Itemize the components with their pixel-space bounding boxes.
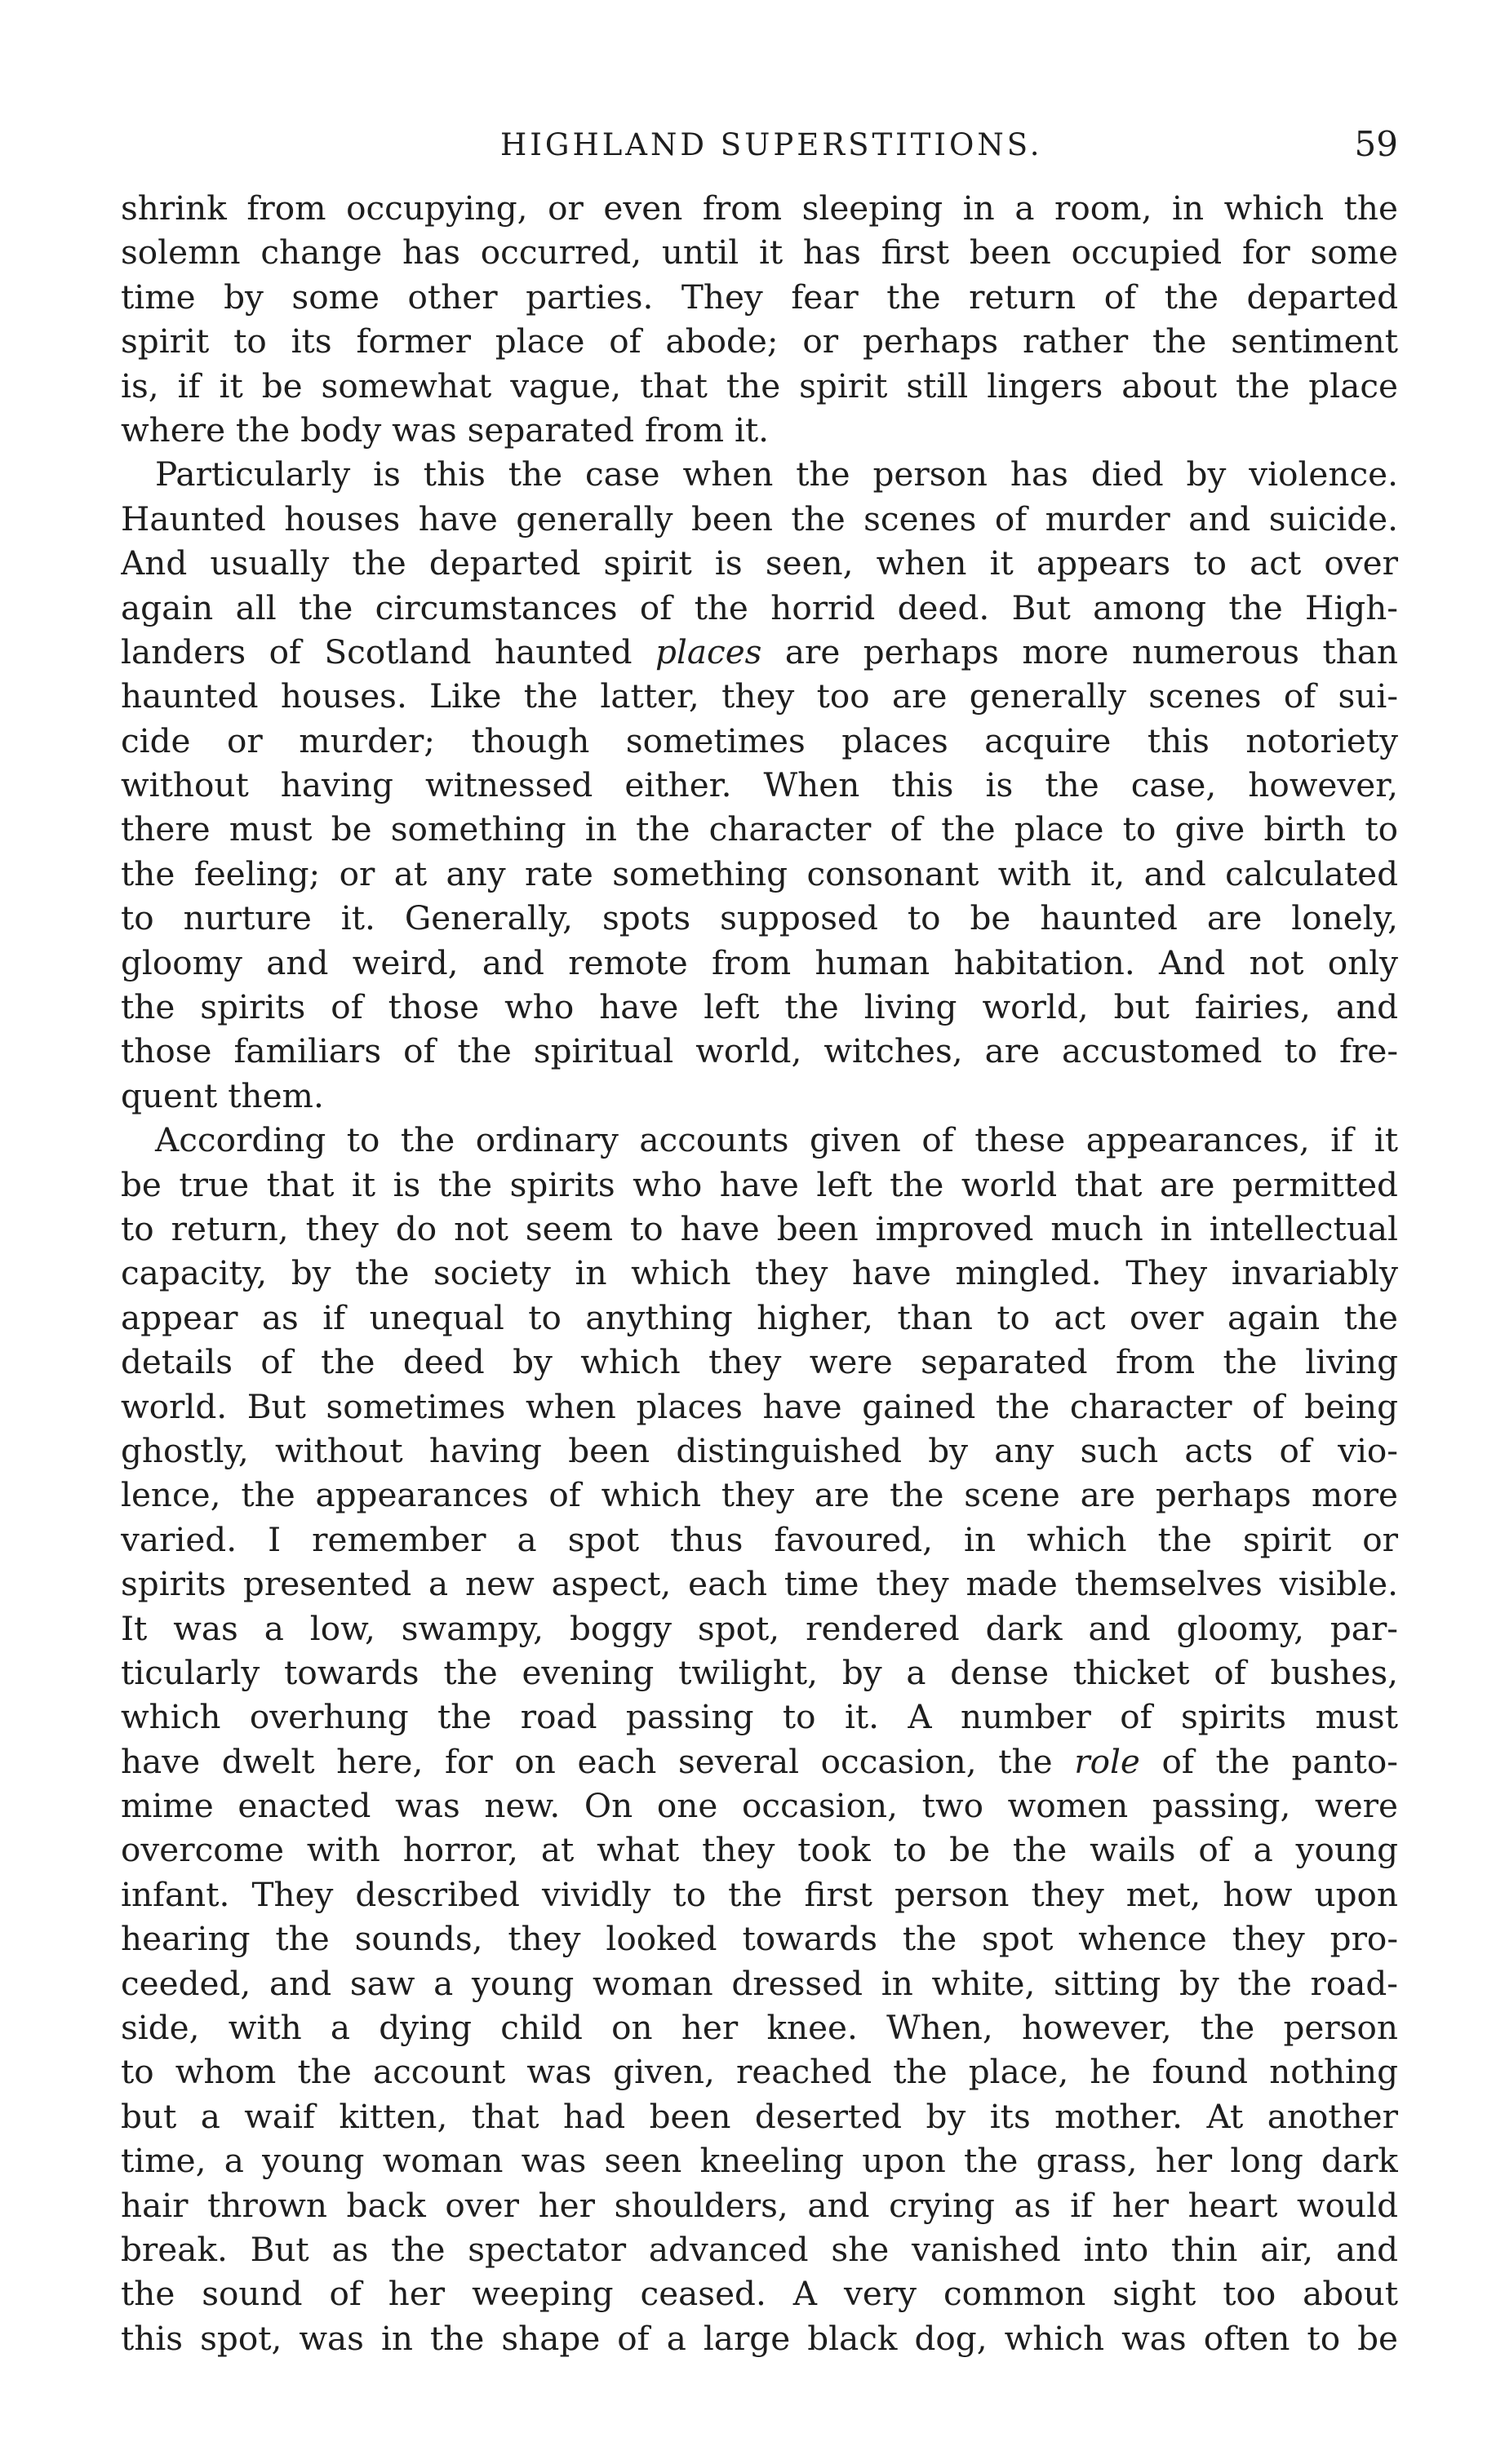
text-line: overcome with horror, at what they took to be the wails of a young: [121, 1830, 1398, 1870]
text-line: mime enacted was new. On one occasion, two women passing, were: [121, 1786, 1398, 1826]
text-line: the sound of her weeping ceased. A very common sight too about: [121, 2274, 1398, 2314]
page-number: 59: [1354, 124, 1398, 164]
text-line: capacity, by the society in which they have mingled. They invariably: [121, 1253, 1398, 1293]
text-line: According to the ordinary accounts given of these appearances, if it: [155, 1120, 1398, 1160]
text-line: is, if it be somewhat vague, that the spirit still lingers about the place: [121, 366, 1398, 405]
text-line: time by some other parties. They fear the return of the departed: [121, 277, 1398, 317]
text-line: this spot, was in the shape of a large black dog, which was often to be: [121, 2318, 1398, 2358]
text-line: And usually the departed spirit is seen, when it appears to act over: [121, 543, 1398, 583]
italic-word: places: [655, 632, 762, 671]
text-line: spirit to its former place of abode; or perhaps rather the sentiment: [121, 321, 1398, 361]
text-line: lence, the appearances of which they are the scene are perhaps more: [121, 1475, 1398, 1515]
paragraph: [121, 452, 1398, 1118]
text-line: hair thrown back over her shoulders, and crying as if her heart would: [121, 2185, 1398, 2225]
text-line: break. But as the spectator advanced she vanished into thin air, and: [121, 2229, 1398, 2269]
text-line: those familiars of the spiritual world, witches, are accustomed to fre-: [121, 1031, 1398, 1071]
text-line: quent them.: [121, 1075, 324, 1115]
text-line italic-line: landers of Scotland haunted places are perhaps more numerous than: [121, 632, 1398, 671]
text-line: be true that it is the spirits who have left the world that are permitted: [121, 1164, 1398, 1204]
running-head: HIGHLAND SUPERSTITIONS.: [500, 127, 1043, 162]
text-line: solemn change has occurred, until it has first been occupied for some: [121, 233, 1398, 273]
italic-word: role: [1074, 1741, 1140, 1781]
text-line italic-line: have dwelt here, for on each several occasion, the role of the panto-: [121, 1741, 1398, 1781]
text-line: shrink from occupying, or even from sleeping in a room, in which the: [121, 188, 1398, 228]
paragraph: [121, 186, 1398, 452]
text-line: appear as if unequal to anything higher, than to act over again the: [121, 1297, 1398, 1337]
text-line: the feeling; or at any rate something consonant with it, and calculated: [121, 853, 1398, 893]
text-line: side, with a dying child on her knee. When, however, the person: [121, 2008, 1398, 2048]
text-line: to whom the account was given, reached the place, he found nothing: [121, 2052, 1398, 2092]
text-line: which overhung the road passing to it. A number of spirits must: [121, 1697, 1398, 1737]
text-line: Particularly is this the case when the person has died by violence.: [155, 454, 1398, 494]
text-line: It was a low, swampy, boggy spot, rendered dark and gloomy, par-: [121, 1608, 1398, 1648]
text-line: again all the circumstances of the horrid deed. But among the High-: [121, 587, 1398, 627]
text-line: ghostly, without having been distinguished by any such acts of vio-: [121, 1430, 1398, 1470]
text-line: to return, they do not seem to have been improved much in intellectual: [121, 1208, 1398, 1248]
text-line: infant. They described vividly to the first person they met, how upon: [121, 1874, 1398, 1914]
text-line: to nurture it. Generally, spots supposed to be haunted are lonely,: [121, 898, 1398, 938]
text-line: Haunted houses have generally been the scenes of murder and suicide.: [121, 499, 1398, 538]
text-line: cide or murder; though sometimes places acquire this notoriety: [121, 720, 1398, 760]
text-line: gloomy and weird, and remote from human habitation. And not only: [121, 942, 1398, 982]
page-header: [121, 121, 1398, 170]
text-line: haunted houses. Like the latter, they too are generally scenes of sui-: [121, 676, 1398, 716]
text-line: details of the deed by which they were separated from the living: [121, 1342, 1398, 1382]
text-line: ceeded, and saw a young woman dressed in white, sitting by the road-: [121, 1963, 1398, 2003]
text-line: spirits presented a new aspect, each time they made themselves visible.: [121, 1564, 1398, 1604]
text-line: the spirits of those who have left the living world, but fairies, and: [121, 987, 1398, 1027]
text-line: time, a young woman was seen kneeling upon the grass, her long dark: [121, 2141, 1398, 2181]
text-line: ticularly towards the evening twilight, by a dense thicket of bushes,: [121, 1652, 1398, 1692]
body-text: [121, 186, 1398, 2360]
text-line: where the body was separated from it.: [121, 410, 770, 450]
text-line: but a waif kitten, that had been deserted by its mother. At another: [121, 2096, 1398, 2136]
text-line: varied. I remember a spot thus favoured, in which the spirit or: [121, 1519, 1398, 1559]
text-line: there must be something in the character of the place to give birth to: [121, 809, 1398, 849]
paragraph: [121, 1118, 1398, 2360]
text-line: without having witnessed either. When this is the case, however,: [121, 765, 1398, 805]
text-line: world. But sometimes when places have gained the character of being: [121, 1386, 1398, 1426]
text-line: hearing the sounds, they looked towards the spot whence they pro-: [121, 1919, 1398, 1959]
